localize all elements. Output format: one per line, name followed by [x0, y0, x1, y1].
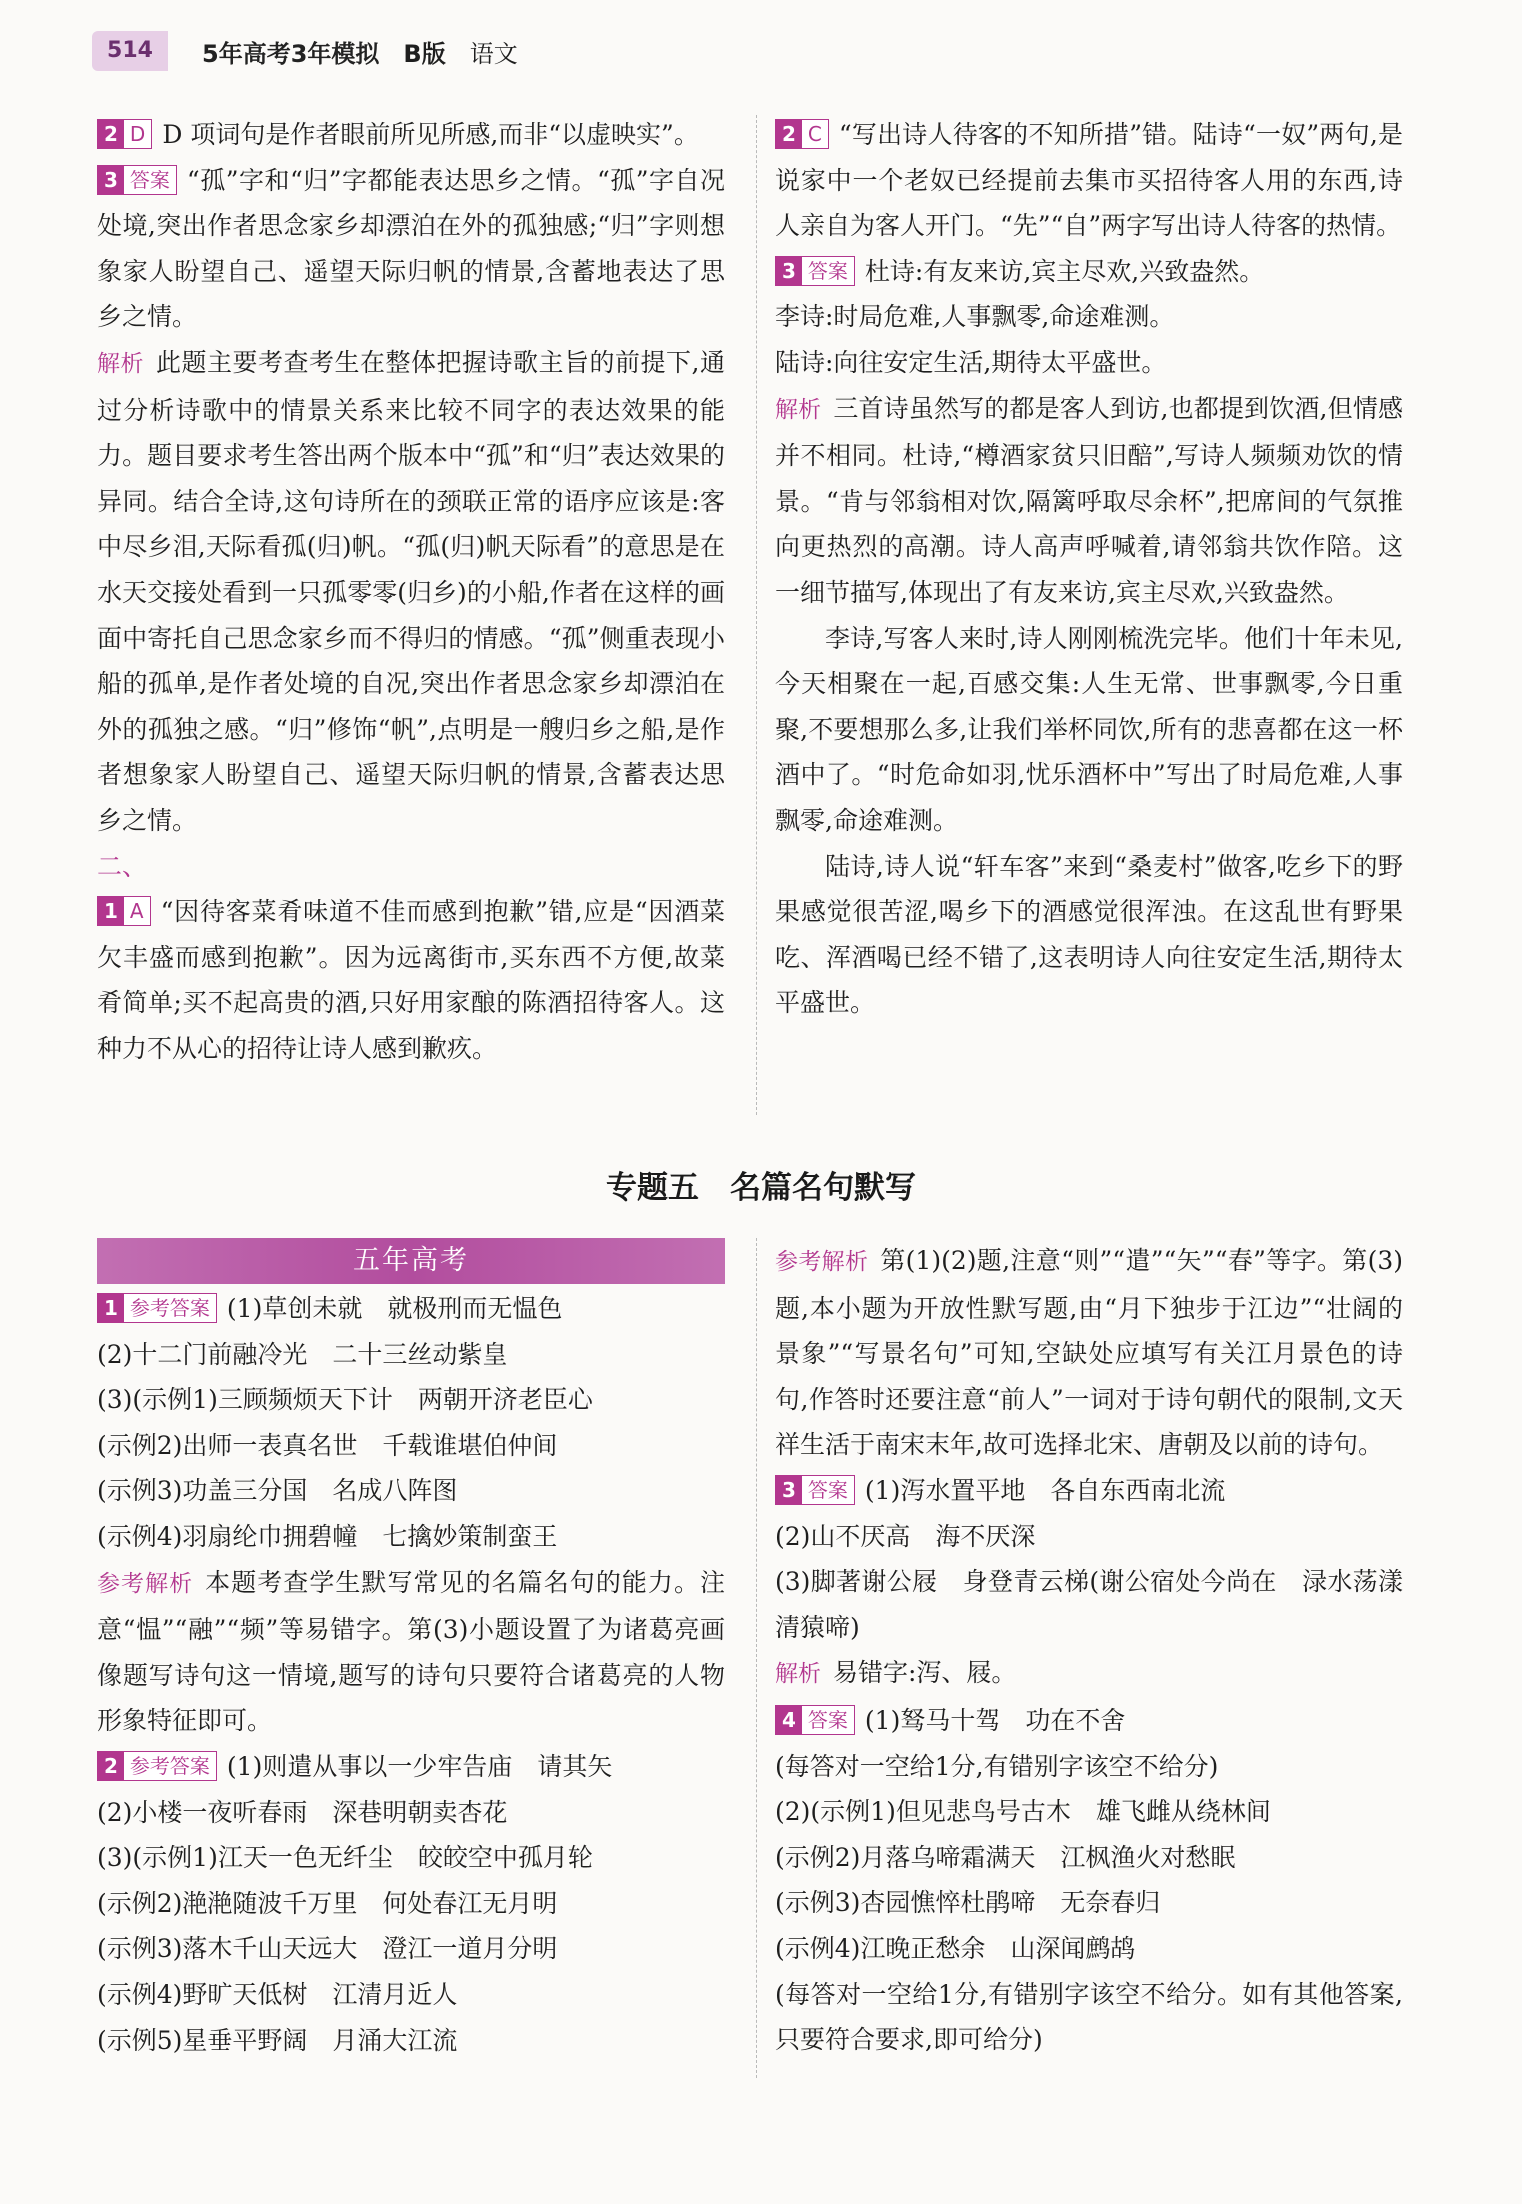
answer-line: (示例4)江晚正愁余 山深闻鹧鸪	[775, 1933, 1136, 1963]
answer-a4: 4 答案 (1)驽马十驾 功在不舍	[775, 1698, 1403, 1744]
question-tag: 2 参考答案	[97, 1751, 217, 1781]
question-tag: 2 C	[775, 119, 829, 149]
answer-part2-q1: 1 A “因待客菜肴味道不佳而感到抱歉”错,应是“因酒菜欠丰盛而感到抱歉”。因为远离街市,买东西不方便,故菜肴简单;买不起高贵的酒,只好用家酿的陈酒招待客人。这种力不从心的招待让诗人感到歉疚。	[97, 897, 725, 1063]
subject-label: 语文	[469, 39, 518, 68]
answer-line: (每答对一空给1分,有错别字该空不给分)	[775, 1751, 1219, 1781]
page-header	[92, 30, 518, 72]
answer-line: (示例2)出师一表真名世 千载谁堪伯仲间	[97, 1430, 558, 1460]
bottom-right-column	[775, 1238, 1403, 2063]
answer-line: (示例2)滟滟随波千万里 何处春江无月明	[97, 1888, 558, 1918]
answer-line: 陆诗:向往安定生活,期待太平盛世。	[775, 347, 1167, 377]
paragraph-li: 李诗,写客人来时,诗人刚刚梳洗完毕。他们十年未见,今天相聚在一起,百感交集:人生无常、世事飘零,今日重聚,不要想那么多,让我们举杯同饮,所有的悲喜都在这一杯酒中了。“时危命如羽,忧乐酒杯中”写出了时局危难,人事飘零,命途难测。	[775, 623, 1403, 835]
answer-line: (2)十二门前融冷光 二十三丝动紫皇	[97, 1339, 508, 1369]
answer-line: (示例3)功盖三分国 名成八阵图	[97, 1476, 458, 1506]
question-tag: 4 答案	[775, 1705, 855, 1735]
answer-line: 李诗:时局危难,人事飘零,命途难测。	[775, 302, 1175, 332]
question-tag: 3 答案	[775, 256, 855, 286]
question-tag: 1 参考答案	[97, 1293, 217, 1323]
edition-label: B版	[403, 39, 446, 68]
analysis-q3: 解析 此题主要考查考生在整体把握诗歌主旨的前提下,通过分析诗歌中的情景关系来比较不同字的表达效果的能力。题目要求考生答出两个版本中“孤”和“归”表达效果的异同。结合全诗,这句诗所在的颈联正常的语序应该是:客中尽乡泪,天际看孤(归)帆。“孤(归)帆天际看”的意思是在水天交接处看到一只孤零零(归乡)的小船,作者在这样的画面中寄托自己思念家乡而不得归的情感。“孤”侧重表现小船的孤单,是作者处境的自况,突出作者思念家乡却漂泊在外的孤独之感。“归”修饰“帆”,点明是一艘归乡之船,是作者想象家人盼望自己、遥望天际归帆的情景,含蓄表达思乡之情。	[97, 347, 726, 835]
answer-line: (示例4)羽扇纶巾拥碧幢 七擒妙策制蛮王	[97, 1521, 558, 1551]
answer-line: (2)山不厌高 海不厌深	[775, 1521, 1036, 1551]
analysis-a1: 参考解析 本题考查学生默写常见的名篇名句的能力。注意“愠”“融”“频”等易错字。第(3)小题设置了为诸葛亮画像题写诗句这一情境,题写的诗句只要符合诸葛亮的人物形象特征即可。	[97, 1567, 725, 1736]
answer-line: (示例2)月落乌啼霜满天 江枫渔火对愁眠	[775, 1842, 1236, 1872]
question-tag: 3 答案	[97, 165, 177, 195]
part-two-heading: 二、	[97, 851, 148, 881]
answer-line: (3)(示例1)江天一色无纤尘 皎皎空中孤月轮	[97, 1843, 593, 1873]
question-tag: 3 答案	[775, 1475, 855, 1505]
question-tag: 1 A	[97, 896, 151, 926]
answer-part2-q2: 2 C “写出诗人待客的不知所措”错。陆诗“一奴”两句,是说家中一个老奴已经提前去集市买招待客人用的东西,诗人亲自为客人开门。“先”“自”两字写出诗人待客的热情。	[775, 120, 1403, 241]
answer-line: (3)脚著谢公屐 身登青云梯(谢公宿处今尚在 渌水荡漾清猿啼)	[775, 1567, 1403, 1642]
page-number: 514	[92, 31, 168, 71]
answer-line: (2)(示例1)但见悲鸟号古木 雄飞雌从绕林间	[775, 1797, 1271, 1827]
column-divider	[756, 115, 757, 1115]
analysis-part2-q3: 解析 三首诗虽然写的都是客人到访,也都提到饮酒,但情感并不相同。杜诗,“樽酒家贫只旧醅”,写诗人频频劝饮的情景。“肯与邻翁相对饮,隔篱呼取尽余杯”,把席间的气氛推向更热烈的高潮。诗人高声呼喊着,请邻翁共饮作陪。这一细节描写,体现出了有友来访,宾主尽欢,兴致盎然。	[775, 393, 1403, 607]
answer-line: (示例3)杏园憔悴杜鹃啼 无奈春归	[775, 1888, 1161, 1918]
column-divider	[756, 1238, 757, 2078]
answer-q3: 3 答案 “孤”字和“归”字都能表达思乡之情。“孤”字自况处境,突出作者思念家乡却漂泊在外的孤独感;“归”字则想象家人盼望自己、遥望天际归帆的情景,含蓄地表达了思乡之情。	[97, 165, 725, 332]
answer-a3: 3 答案 (1)泻水置平地 各自东西南北流	[775, 1468, 1403, 1514]
five-year-banner: 五年高考	[97, 1238, 725, 1284]
answer-line: (示例3)落木千山天远大 澄江一道月分明	[97, 1934, 558, 1964]
answer-q2: 2 D D 项词句是作者眼前所见所感,而非“以虚映实”。	[97, 112, 725, 158]
top-right-column	[775, 112, 1403, 1026]
answer-line: (示例5)星垂平野阔 月涌大江流	[97, 2025, 458, 2055]
answer-a2: 2 参考答案 (1)则遣从事以一少牢告庙 请其矢	[97, 1744, 725, 1790]
book-title: 5年高考3年模拟	[202, 39, 380, 68]
answer-part2-q3: 3 答案 杜诗:有友来访,宾主尽欢,兴致盎然。	[775, 249, 1403, 295]
answer-line: (示例4)野旷天低树 江清月近人	[97, 1979, 458, 2009]
answer-line: (2)小楼一夜听春雨 深巷明朝卖杏花	[97, 1797, 508, 1827]
analysis-a3: 解析 易错字:泻、屐。	[775, 1658, 1017, 1688]
top-left-column	[97, 112, 725, 1071]
section-title: 专题五 名篇名句默写	[606, 1170, 916, 1206]
answer-line: (3)(示例1)三顾频烦天下计 两朝开济老臣心	[97, 1385, 593, 1415]
answer-a1: 1 参考答案 (1)草创未就 就极刑而无愠色	[97, 1286, 725, 1332]
answer-line: (每答对一空给1分,有错别字该空不给分。如有其他答案,只要符合要求,即可给分)	[775, 1979, 1403, 2055]
question-tag: 2 D	[97, 119, 152, 149]
analysis-a2: 参考解析 第(1)(2)题,注意“则”“遣”“矢”“春”等字。第(3)题,本小题为开放性默写题,由“月下独步于江边”“壮阔的景象”“写景名句”可知,空缺处应填写有关江月景色的诗句,作答时还要注意“前人”一词对于诗句朝代的限制,文天祥生活于南宋末年,故可选择北宋、唐朝及以前的诗句。	[775, 1246, 1404, 1460]
bottom-left-column	[97, 1238, 725, 2063]
paragraph-lu: 陆诗,诗人说“轩车客”来到“桑麦村”做客,吃乡下的野果感觉很苦涩,喝乡下的酒感觉很浑浊。在这乱世有野果吃、浑酒喝已经不错了,这表明诗人向往安定生活,期待太平盛世。	[775, 851, 1403, 1018]
